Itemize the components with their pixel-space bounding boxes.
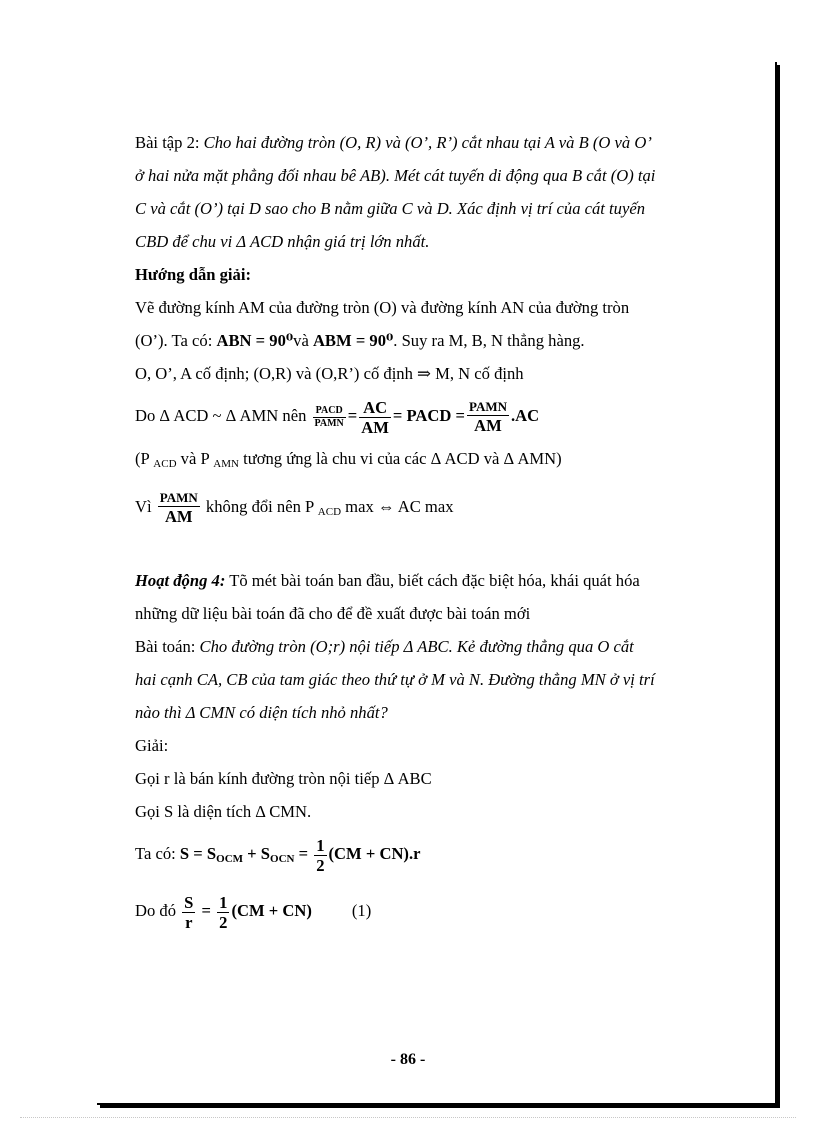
page-separator bbox=[20, 1117, 796, 1118]
denominator: 2 bbox=[219, 912, 228, 932]
denominator: 2 bbox=[316, 855, 325, 875]
text: và bbox=[293, 331, 313, 350]
numerator: PACD bbox=[313, 405, 346, 418]
denominator: AM bbox=[361, 417, 389, 437]
activity-4-line-1 bbox=[135, 564, 741, 597]
text: max ⇔ AC max bbox=[341, 497, 454, 516]
text: (P bbox=[135, 449, 154, 468]
equation-area bbox=[135, 828, 741, 885]
text: Ta có: bbox=[135, 844, 180, 863]
exercise-2-line-1 bbox=[135, 126, 741, 159]
numerator: PAMN bbox=[468, 398, 507, 414]
text: : bbox=[190, 637, 200, 656]
subscript: AMN bbox=[213, 458, 239, 470]
spacer bbox=[135, 538, 741, 564]
text: Do Δ ACD ~ Δ AMN nên bbox=[135, 406, 311, 425]
math: S = S bbox=[179, 844, 217, 863]
numerator: S bbox=[184, 892, 194, 912]
solution-heading: Giải: bbox=[135, 736, 169, 755]
problem-text: Cho đường tròn (O;r) nội tiếp Δ ABC. Kẻ đường thẳng qua O cắt bbox=[199, 637, 634, 656]
solution-line-1: Gọi r là bán kính đường tròn nội tiếp Δ ABC bbox=[135, 769, 432, 788]
problem-text: hai cạnh CA, CB của tam giác theo thứ tự ở M và N. Đường thẳng MN ở vị trí bbox=[135, 670, 655, 689]
exercise-2-line-2 bbox=[135, 159, 741, 192]
problem-label: Bài toán bbox=[135, 637, 191, 656]
text: Vì bbox=[135, 497, 156, 516]
problem-line-2 bbox=[135, 663, 741, 696]
math: (CM + CN).r bbox=[328, 844, 421, 863]
problem-text: nào thì Δ CMN có diện tích nhỏ nhất? bbox=[135, 703, 388, 722]
activity-title: Hoạt động 4: bbox=[135, 571, 226, 590]
exercise-2-line-3 bbox=[135, 192, 741, 225]
subscript: ACD bbox=[317, 506, 342, 518]
exercise-text: C và cắt (O’) tại D sao cho B nằm giữa C và D. Xác định vị trí của cát tuyến bbox=[135, 199, 645, 218]
denominator: r bbox=[185, 912, 193, 932]
fraction-half-2 bbox=[217, 893, 229, 932]
fraction-pamn-am-2 bbox=[158, 491, 200, 526]
text: (O’). Ta có: bbox=[135, 331, 217, 350]
exercise-text: ở hai nửa mặt phẳng đối nhau bê AB). Mét cát tuyến di động qua B cắt (O) tại bbox=[135, 166, 656, 185]
numerator: PAMN bbox=[159, 489, 198, 505]
guide-heading: Hướng dẫn giải: bbox=[135, 265, 251, 284]
fraction-s-r bbox=[182, 893, 195, 932]
math: = bbox=[294, 844, 313, 863]
text: tương ứng là chu vi của các Δ ACD và Δ AMN) bbox=[238, 449, 562, 468]
p-acd-expression: = PACD = bbox=[392, 406, 465, 425]
guide-line-2 bbox=[135, 324, 741, 357]
denominator: AM bbox=[474, 415, 502, 435]
equals: = bbox=[347, 406, 358, 425]
subscript: ACD bbox=[153, 458, 177, 470]
angle-abm: ABM = 90⁰ bbox=[312, 331, 394, 350]
denominator: PAMN bbox=[314, 417, 344, 429]
page-number: - 86 - bbox=[390, 1051, 426, 1068]
exercise-label: Bài tập 2: bbox=[135, 133, 204, 152]
text: Do đó bbox=[135, 901, 181, 920]
equation-tag: (1) bbox=[351, 901, 372, 920]
exercise-text: Cho hai đường tròn (O, R) và (O’, R’) cắt nhau tại A và B (O và O’ bbox=[203, 133, 652, 152]
problem-line-1 bbox=[135, 630, 741, 663]
numerator: AC bbox=[359, 398, 391, 418]
guide-line-3: O, O’, A cố định; (O,R) và (O,R’) cố định ⇒ M, N cố định bbox=[135, 364, 524, 383]
numerator: 1 bbox=[219, 892, 228, 912]
text: Tõ mét bài toán ban đầu, biết cách đặc biệt hóa, khái quát hóa bbox=[225, 571, 640, 590]
denominator: AM bbox=[164, 506, 193, 526]
subscript: OCN bbox=[270, 853, 295, 865]
fraction-pamn-am bbox=[467, 400, 509, 435]
text: và P bbox=[176, 449, 214, 468]
fraction-perimeters bbox=[313, 405, 346, 429]
activity-4-line-2: những dữ liệu bài toán đã cho để đề xuất được bài toán mới bbox=[135, 604, 531, 623]
fraction-ac-am bbox=[359, 398, 391, 437]
ac-term: .AC bbox=[511, 406, 540, 425]
fraction-half bbox=[314, 836, 326, 875]
guide-line-6 bbox=[135, 481, 741, 538]
text: không đổi nên P bbox=[201, 497, 318, 516]
exercise-text: CBD để chu vi Δ ACD nhận giá trị lớn nhất. bbox=[135, 232, 430, 251]
angle-abn: ABN = 90⁰ bbox=[216, 331, 294, 350]
math: + S bbox=[243, 844, 271, 863]
guide-line-1: Vẽ đường kính AM của đường tròn (O) và đường kính AN của đường tròn bbox=[135, 298, 630, 317]
guide-line-5 bbox=[135, 442, 741, 481]
problem-line-3 bbox=[135, 696, 741, 729]
subscript: OCM bbox=[216, 853, 244, 865]
numerator: 1 bbox=[316, 835, 325, 855]
math: = bbox=[197, 901, 216, 920]
text: . Suy ra M, B, N thẳng hàng. bbox=[393, 331, 585, 350]
document-body bbox=[135, 126, 741, 937]
equation-ratio bbox=[135, 885, 741, 937]
guide-line-4 bbox=[135, 390, 741, 442]
exercise-2-line-4 bbox=[135, 225, 741, 258]
solution-line-2: Gọi S là diện tích Δ CMN. bbox=[135, 802, 312, 821]
math: (CM + CN) bbox=[231, 901, 312, 920]
